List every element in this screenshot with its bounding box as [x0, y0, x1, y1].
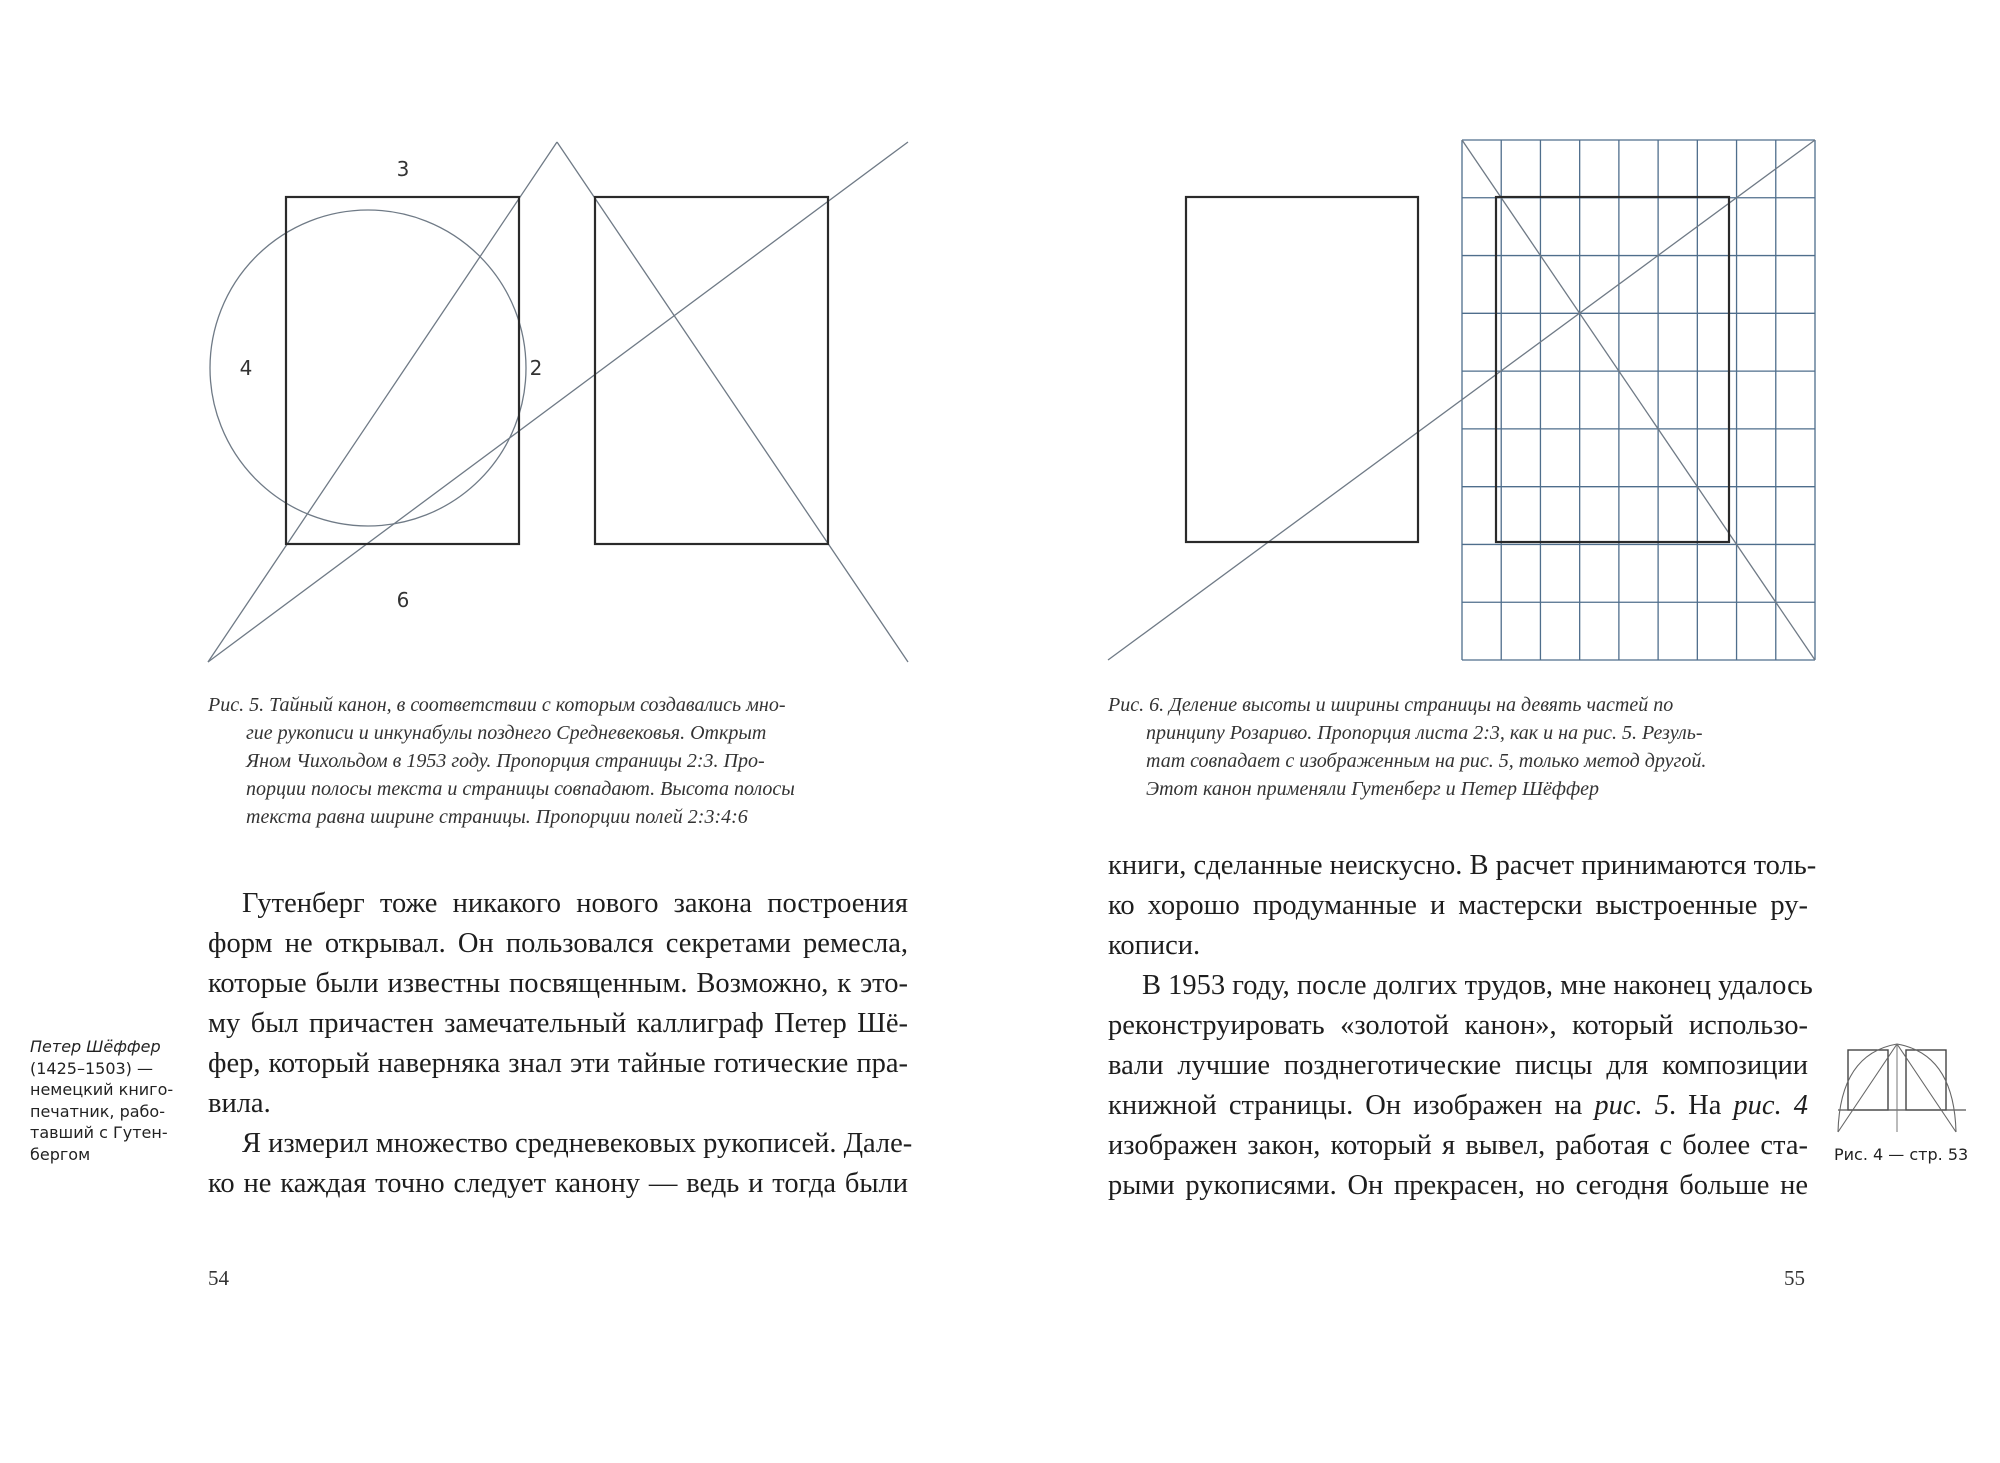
figure-6-caption-line: тат совпадает с изображенным на рис. 5, только метод другой.: [1146, 750, 1707, 772]
figure-5-circle: [210, 210, 526, 526]
body-line: ко не каждая точно следует канону — ведь и тогда были: [208, 1168, 908, 1199]
figure-5-left-page: [286, 197, 519, 544]
body-text-run: книжной страницы. Он изображен на: [1108, 1090, 1595, 1121]
page-number-left: 54: [208, 1266, 229, 1290]
figure-6-caption-line: Рис. 6. Деление высоты и ширины страницы на девять частей по: [1108, 694, 1674, 716]
figure-5-caption: [208, 691, 795, 831]
left-page-body: [208, 884, 913, 1204]
figure-5-triangle-left: [208, 142, 557, 662]
sidenote-peter-schoeffer: [30, 1036, 173, 1165]
figure-5-label-bottom: 6: [396, 588, 410, 612]
sidenote-line: бергом: [30, 1144, 91, 1164]
body-line: [1108, 1086, 1808, 1126]
figure-5-caption-line: текста равна ширине страницы. Пропорции полей 2:3:4:6: [246, 806, 748, 828]
body-line: ко хорошо продуманные и мастерски выстроенные ру-: [1108, 890, 1808, 921]
figure-5-caption-line: гие рукописи и инкунабулы позднего Средневековья. Открыт: [246, 722, 767, 744]
figure-6-caption-line: принципу Розариво. Пропорция листа 2:3, как и на рис. 5. Резуль-: [1146, 722, 1703, 744]
body-line: изображен закон, который я вывел, работая с более ста-: [1108, 1130, 1808, 1161]
sidenote-line: печатник, рабо-: [30, 1101, 165, 1121]
body-line: книги, сделанные неискусно. В расчет принимаются толь-: [1108, 850, 1817, 881]
body-line: Гутенберг тоже никакого нового закона построения: [242, 888, 908, 919]
figure-6-diagram: [1000, 0, 2000, 720]
body-line: Я измерил множество средневековых рукописей. Дале-: [242, 1128, 913, 1159]
figure-6-caption-line: Этот канон применяли Гутенберг и Петер Шёффер: [1146, 778, 1600, 800]
body-text-run: . На: [1668, 1090, 1734, 1121]
body-line: фер, который наверняка знал эти тайные готические пра-: [208, 1048, 908, 1079]
figure-5-label-top: 3: [396, 157, 410, 181]
right-page-body: [1108, 846, 1817, 1206]
figure-5-label-left: 4: [239, 356, 253, 380]
thumb-right-page: [1906, 1050, 1946, 1110]
sidenote-line: (1425–1503) —: [30, 1058, 154, 1078]
sidenote-line: немецкий книго-: [30, 1080, 174, 1099]
figure-5-label-right: 2: [529, 356, 543, 380]
sidenote-line: тавший с Гутен-: [30, 1123, 168, 1142]
figure-6-left-page: [1186, 197, 1418, 542]
body-line: рыми рукописями. Он прекрасен, но сегодня больше не: [1108, 1170, 1808, 1201]
figure-5-caption-line: Яном Чихольдом в 1953 году. Пропорция страницы 2:3. Про-: [246, 750, 765, 772]
page-number-right: 55: [1784, 1266, 1805, 1290]
figure-4-thumbnail: [1834, 1040, 1970, 1138]
body-line: вила.: [208, 1088, 271, 1119]
body-line: реконструировать «золотой канон», который использо-: [1108, 1010, 1808, 1041]
body-line: форм не открывал. Он пользовался секретами ремесла,: [208, 928, 908, 959]
figure-reference: рис. 5: [1594, 1090, 1669, 1121]
figure-5-diagram: [0, 0, 1000, 720]
figure-5-triangle-right: [557, 142, 908, 662]
figure-6-diagonal-short: [1462, 140, 1815, 660]
body-line: В 1953 году, после долгих трудов, мне наконец удалось: [1142, 970, 1813, 1001]
figure-reference: рис. 4: [1733, 1090, 1808, 1121]
body-line: которые были известны посвященным. Возможно, к это-: [208, 968, 908, 999]
figure-6-caption: [1108, 691, 1706, 803]
figure-5-caption-line: Рис. 5. Тайный канон, в соответствии с которым создавались мно-: [208, 694, 786, 716]
body-line: вали лучшие позднеготические писцы для композиции: [1108, 1050, 1808, 1081]
body-line: кописи.: [1108, 930, 1201, 961]
sidenote-name: Петер Шёффер: [30, 1037, 161, 1056]
figure-4-thumbnail-caption: Рис. 4 — стр. 53: [1834, 1145, 1969, 1164]
body-line: му был причастен замечательный каллиграф Петер Шё-: [208, 1008, 908, 1039]
figure-5-caption-line: порции полосы текста и страницы совпадают. Высота полосы: [246, 778, 795, 800]
figure-6-text-block: [1496, 197, 1729, 542]
thumb-left-page: [1848, 1050, 1888, 1110]
